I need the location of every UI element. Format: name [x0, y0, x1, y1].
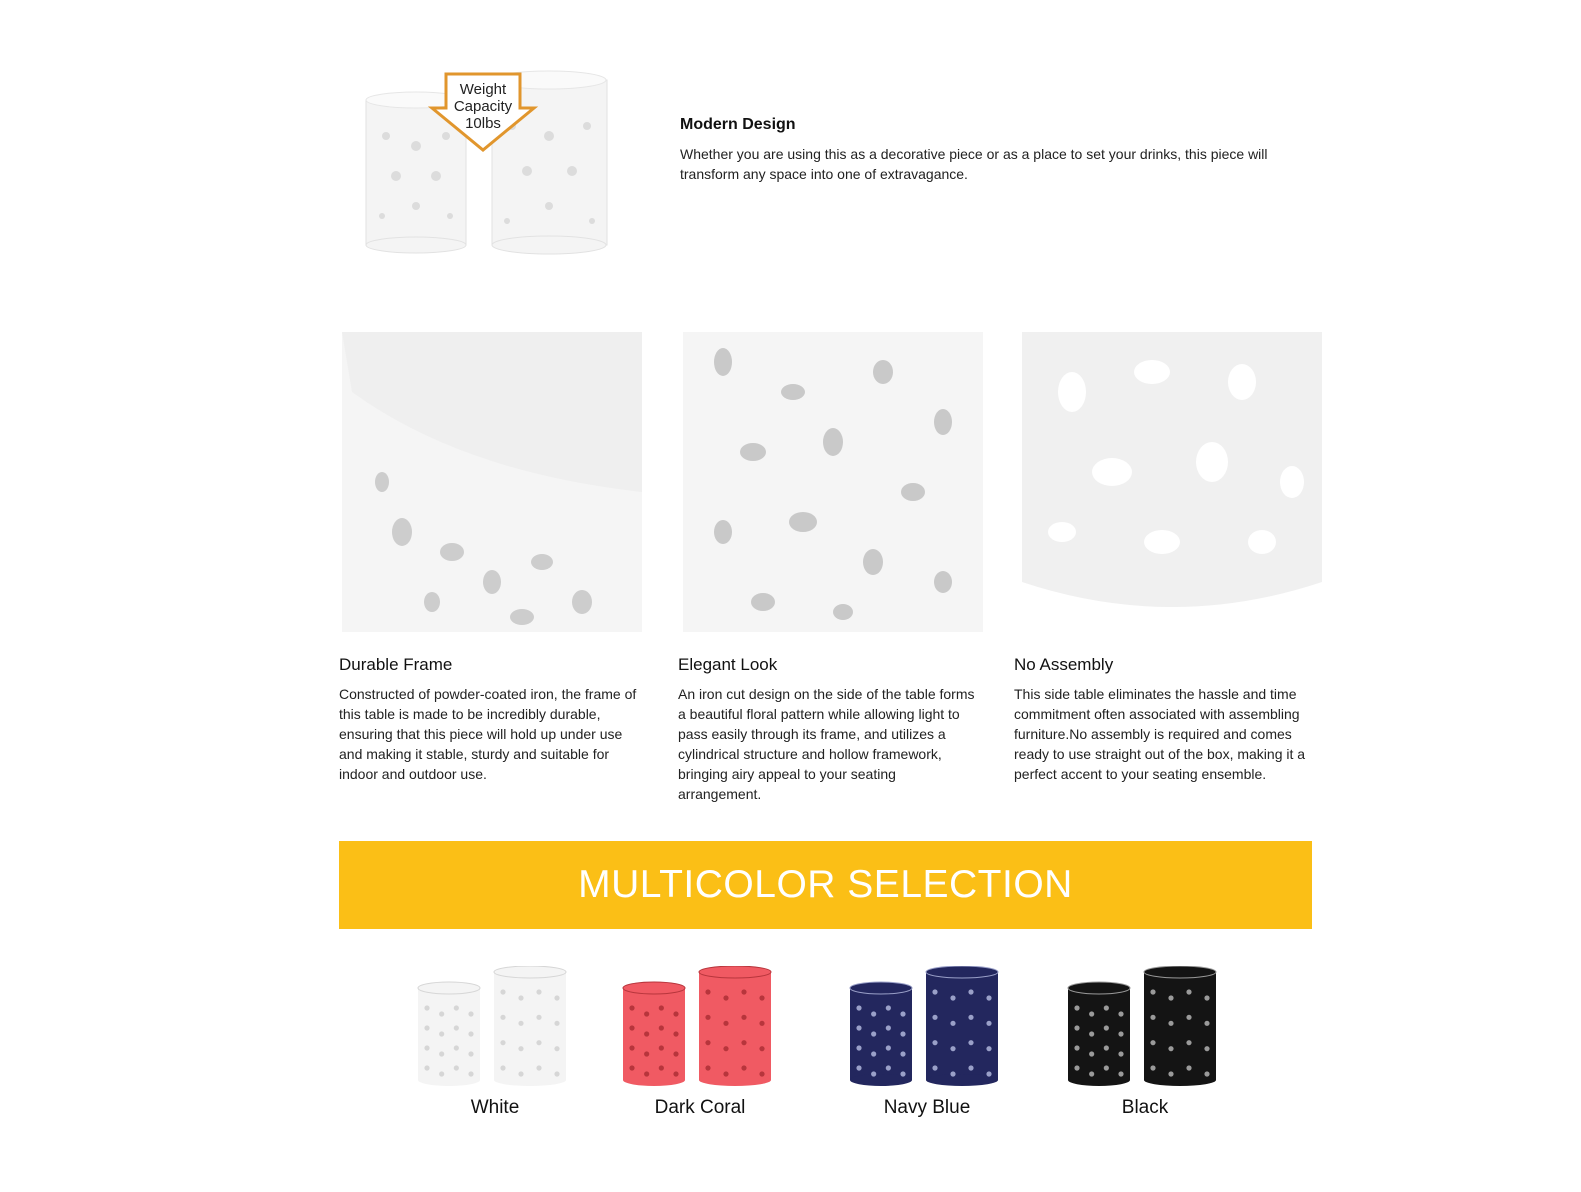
feature-image-elegant-look — [683, 332, 983, 632]
swatch-tables-white — [400, 966, 590, 1091]
side-table-large — [926, 966, 998, 1086]
swatch-tables-dark-coral — [605, 966, 795, 1091]
feature-body-durable-frame: Constructed of powder-coated iron, the frame of this table is made to be incredibly durable, ensuring that this piece will hold up under use and making it stable, sturdy and suitable for indoor and outdoor use. — [339, 686, 637, 782]
side-table-large — [1144, 966, 1216, 1086]
side-table-small — [850, 982, 912, 1086]
color-option-black[interactable] — [1050, 966, 1240, 1119]
swatch-tables-black — [1050, 966, 1240, 1091]
side-table-large — [494, 966, 566, 1086]
color-option-navy-blue[interactable] — [832, 966, 1022, 1119]
feature-body-elegant-look: An iron cut design on the side of the table forms a beautiful floral pattern while allowing light to pass easily through its frame, and utilizes a cylindrical structure and hollow framework, bringing airy appeal to your seating arrangement. — [678, 686, 975, 802]
hero-description — [680, 116, 1300, 184]
color-label: Navy Blue — [883, 1097, 971, 1118]
feature-title-durable-frame: Durable Frame — [339, 655, 453, 674]
hero-product-image — [362, 66, 617, 256]
swatch-tables-navy-blue — [832, 966, 1022, 1091]
side-table-small — [418, 982, 480, 1086]
side-table-small — [1068, 982, 1130, 1086]
banner-title: MULTICOLOR SELECTION — [578, 863, 1073, 906]
feature-body-no-assembly: This side table eliminates the hassle and time commitment often associated with assembling furniture.No assembly is required and comes ready to use straight out of the box, making it a perfect accent to your seating ensemble. — [1014, 686, 1306, 782]
badge-line-3: 10lbs — [465, 115, 501, 132]
color-label: White — [470, 1097, 520, 1118]
hero-title: Modern Design — [680, 116, 796, 133]
side-table-small — [623, 982, 685, 1086]
side-table-large — [699, 966, 771, 1086]
multicolor-banner — [339, 841, 1312, 929]
color-option-white[interactable] — [400, 966, 590, 1119]
feature-title-no-assembly: No Assembly — [1014, 655, 1114, 674]
hero-body: Whether you are using this as a decorative piece or as a place to set your drinks, this piece will transform any space into one of extravagance. — [680, 146, 1268, 182]
feature-image-durable-frame — [342, 332, 642, 632]
color-label: Dark Coral — [654, 1097, 746, 1118]
feature-image-no-assembly — [1022, 332, 1322, 632]
feature-title-elegant-look: Elegant Look — [678, 655, 778, 674]
color-option-dark-coral[interactable] — [605, 966, 795, 1119]
color-label: Black — [1121, 1097, 1169, 1118]
badge-line-1: Weight — [459, 81, 507, 98]
badge-line-2: Capacity — [453, 98, 513, 115]
